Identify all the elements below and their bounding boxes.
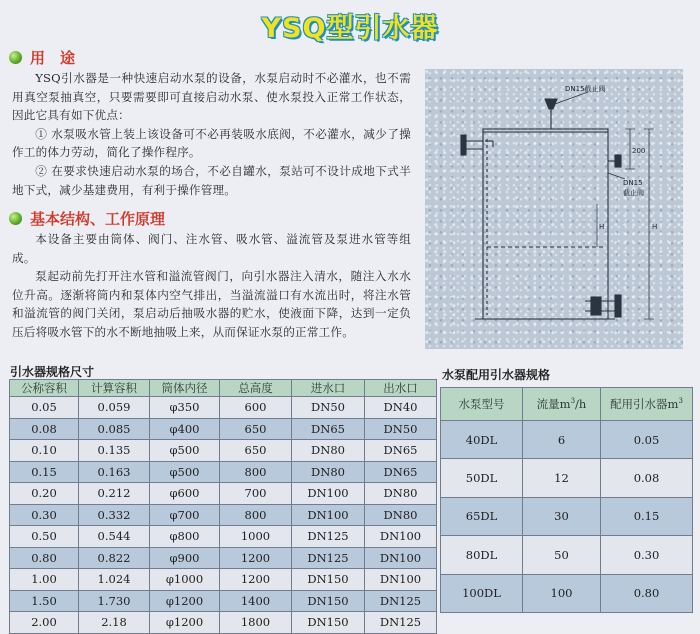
table-cell: 40DL xyxy=(441,421,523,459)
table-cell: 1.024 xyxy=(79,569,150,591)
table-cell: 2.00 xyxy=(10,612,79,634)
table-row xyxy=(10,504,437,526)
table-cell: 800 xyxy=(220,504,292,526)
usage-heading xyxy=(9,47,75,68)
table-row xyxy=(10,569,437,591)
usage-paragraph: YSQ引水器是一种快速启动水泵的设备，水泵启动时不必灌水，也不需用真空泵抽真空，只要需要即可直接启动水泵、使水泵投入正常工作状态，因此它具有如下优点： xyxy=(12,71,411,123)
table-cell: φ500 xyxy=(150,440,220,462)
usage-heading-text: 用 途 xyxy=(30,49,76,67)
table-cell: 800 xyxy=(220,461,292,483)
table-cell: 650 xyxy=(220,440,292,462)
table-cell: DN65 xyxy=(365,461,437,483)
table-cell: 0.15 xyxy=(601,497,693,535)
table-row xyxy=(10,612,437,634)
table-cell: 700 xyxy=(220,483,292,505)
table-cell: DN50 xyxy=(365,418,437,440)
table-cell: φ400 xyxy=(150,418,220,440)
table-cell: 1.730 xyxy=(79,590,150,612)
table-cell: 12 xyxy=(523,459,601,497)
table-cell: DN80 xyxy=(365,483,437,505)
col-header: 进水口 xyxy=(292,380,365,397)
table-cell: 80DL xyxy=(441,536,523,574)
table-cell: DN40 xyxy=(365,397,437,419)
top-valve-label: DN15截止阀 xyxy=(565,85,606,93)
structure-text xyxy=(12,230,411,342)
green-bullet-icon xyxy=(9,212,22,225)
table-row xyxy=(10,418,437,440)
col-header: 公称容积 xyxy=(10,380,79,397)
table-cell: 0.30 xyxy=(10,504,79,526)
table-cell: DN125 xyxy=(365,590,437,612)
pump-table-header xyxy=(441,388,693,421)
table-row xyxy=(441,421,693,459)
table-cell: 0.163 xyxy=(79,461,150,483)
dim-label-h1: H xyxy=(599,223,605,231)
table-cell: 0.135 xyxy=(79,440,150,462)
table-cell: 50DL xyxy=(441,459,523,497)
table-cell: 1200 xyxy=(220,547,292,569)
water-primer-diagram xyxy=(425,69,683,349)
table-cell: 0.08 xyxy=(10,418,79,440)
table-cell: 0.08 xyxy=(601,459,693,497)
structure-paragraph: 泵起动前先打开注水管和溢流管阀门，向引水器注入清水，随注入水水位升高。逐渐将筒内和泵体内空气排出，当溢流溢口有水流出时，将注水管和溢流管的阀门关闭，泵启动后抽吸水器的贮水，使液面下降，达到一定负压后将吸水管下的水不断地抽吸上来，从而保证水泵的正常工作。 xyxy=(12,269,411,339)
col-header: 总高度 xyxy=(220,380,292,397)
table-cell: 6 xyxy=(523,421,601,459)
pump-table xyxy=(440,387,693,613)
top-valve-leader xyxy=(555,92,588,104)
table-cell: φ900 xyxy=(150,547,220,569)
table-cell: DN80 xyxy=(292,461,365,483)
table-cell: 0.80 xyxy=(601,574,693,612)
col-header: 出水口 xyxy=(365,380,437,397)
col-header: 计算容积 xyxy=(79,380,150,397)
dim-label-200: 200 xyxy=(632,147,646,155)
table-cell: DN100 xyxy=(292,504,365,526)
spec-table xyxy=(9,379,437,634)
table-cell: 0.332 xyxy=(79,504,150,526)
dim-label-h: H xyxy=(652,223,658,231)
table-cell: 0.05 xyxy=(601,421,693,459)
table-cell: DN125 xyxy=(292,547,365,569)
table-cell: φ700 xyxy=(150,504,220,526)
table-cell: 0.20 xyxy=(10,483,79,505)
table-cell: DN100 xyxy=(365,569,437,591)
col-header: 流量$m^3/h$ xyxy=(523,388,601,421)
table-cell: DN125 xyxy=(292,526,365,548)
table-cell: 0.212 xyxy=(79,483,150,505)
table-cell: 650 xyxy=(220,418,292,440)
table-row xyxy=(10,461,437,483)
table-cell: DN80 xyxy=(365,504,437,526)
structure-heading xyxy=(9,208,165,229)
table-row xyxy=(10,547,437,569)
col-header: 配用引水器$m^3$ xyxy=(601,388,693,421)
tank-outline xyxy=(483,129,608,319)
table-cell: φ800 xyxy=(150,526,220,548)
side-valve-label-1: DN15 xyxy=(623,179,643,187)
usage-text xyxy=(12,69,411,199)
table-cell: 0.05 xyxy=(10,397,79,419)
outlet-valve-icon xyxy=(591,297,601,315)
table-cell: 1200 xyxy=(220,569,292,591)
flow-header-unit: /h xyxy=(575,397,587,411)
table-cell: 0.822 xyxy=(79,547,150,569)
table-row xyxy=(10,397,437,419)
table-cell: φ350 xyxy=(150,397,220,419)
outlet-flange-icon xyxy=(615,295,621,317)
table-cell: 30 xyxy=(523,497,601,535)
table-cell: 0.50 xyxy=(10,526,79,548)
table-cell: 0.80 xyxy=(10,547,79,569)
table-cell: 0.15 xyxy=(10,461,79,483)
table-cell: 0.544 xyxy=(79,526,150,548)
table-cell: DN150 xyxy=(292,569,365,591)
table-cell: DN50 xyxy=(292,397,365,419)
table-row xyxy=(10,590,437,612)
table-row xyxy=(441,497,693,535)
primer-header: 配用引水器m xyxy=(610,397,679,411)
table-row xyxy=(441,536,693,574)
spec-table-title: 引水器规格尺寸 xyxy=(10,365,95,379)
table-cell: 1.50 xyxy=(10,590,79,612)
table-cell: 65DL xyxy=(441,497,523,535)
table-cell: 50 xyxy=(523,536,601,574)
table-row xyxy=(10,440,437,462)
flow-header: 流量m xyxy=(536,397,571,411)
table-cell: 0.10 xyxy=(10,440,79,462)
usage-paragraph: ① 水泵吸水管上装上该设备可不必再装吸水底阀，不必灌水，减少了操作工的体力劳动，简化了操作程序。 xyxy=(12,126,411,160)
page-title: YSQ型引水器 xyxy=(261,13,439,44)
table-cell: DN100 xyxy=(365,547,437,569)
usage-paragraph: ② 在要求快速启动水泵的场合，不必自罐水，泵站可不设计成地下式半地下式，减少基建费用，有利于操作管理。 xyxy=(12,163,411,197)
side-valve-icon xyxy=(615,155,621,167)
green-bullet-icon xyxy=(9,51,22,64)
pump-table-title: 水泵配用引水器规格 xyxy=(442,368,551,382)
table-cell: 100 xyxy=(523,574,601,612)
table-cell: DN150 xyxy=(292,612,365,634)
spec-table-header xyxy=(10,380,437,397)
table-cell: φ600 xyxy=(150,483,220,505)
table-cell: 100DL xyxy=(441,574,523,612)
table-cell: 1.00 xyxy=(10,569,79,591)
table-row xyxy=(10,483,437,505)
table-cell: 1800 xyxy=(220,612,292,634)
table-row xyxy=(441,574,693,612)
table-cell: DN100 xyxy=(292,483,365,505)
col-header: 筒体内径 xyxy=(150,380,220,397)
table-cell: DN80 xyxy=(292,440,365,462)
table-cell: DN125 xyxy=(365,612,437,634)
inlet-flange-icon xyxy=(461,135,466,155)
table-cell: 0.085 xyxy=(79,418,150,440)
table-cell: 0.059 xyxy=(79,397,150,419)
table-cell: 2.18 xyxy=(79,612,150,634)
table-cell: 1000 xyxy=(220,526,292,548)
table-cell: φ1200 xyxy=(150,612,220,634)
table-cell: 600 xyxy=(220,397,292,419)
table-cell: DN150 xyxy=(292,590,365,612)
table-cell: 1400 xyxy=(220,590,292,612)
table-cell: φ1000 xyxy=(150,569,220,591)
table-row xyxy=(10,526,437,548)
structure-heading-text: 基本结构、工作原理 xyxy=(30,210,166,228)
diagram-drawing xyxy=(425,69,683,349)
table-row xyxy=(441,459,693,497)
structure-paragraph: 本设备主要由筒体、阀门、注水管、吸水管、溢流管及泵进水管等组成。 xyxy=(12,232,411,265)
table-cell: φ500 xyxy=(150,461,220,483)
col-header: 水泵型号 xyxy=(441,388,523,421)
side-valve-label-2: 截止阀 xyxy=(623,189,644,197)
table-cell: φ1200 xyxy=(150,590,220,612)
table-cell: DN100 xyxy=(365,526,437,548)
table-cell: DN65 xyxy=(365,440,437,462)
table-cell: DN65 xyxy=(292,418,365,440)
table-cell: 0.30 xyxy=(601,536,693,574)
